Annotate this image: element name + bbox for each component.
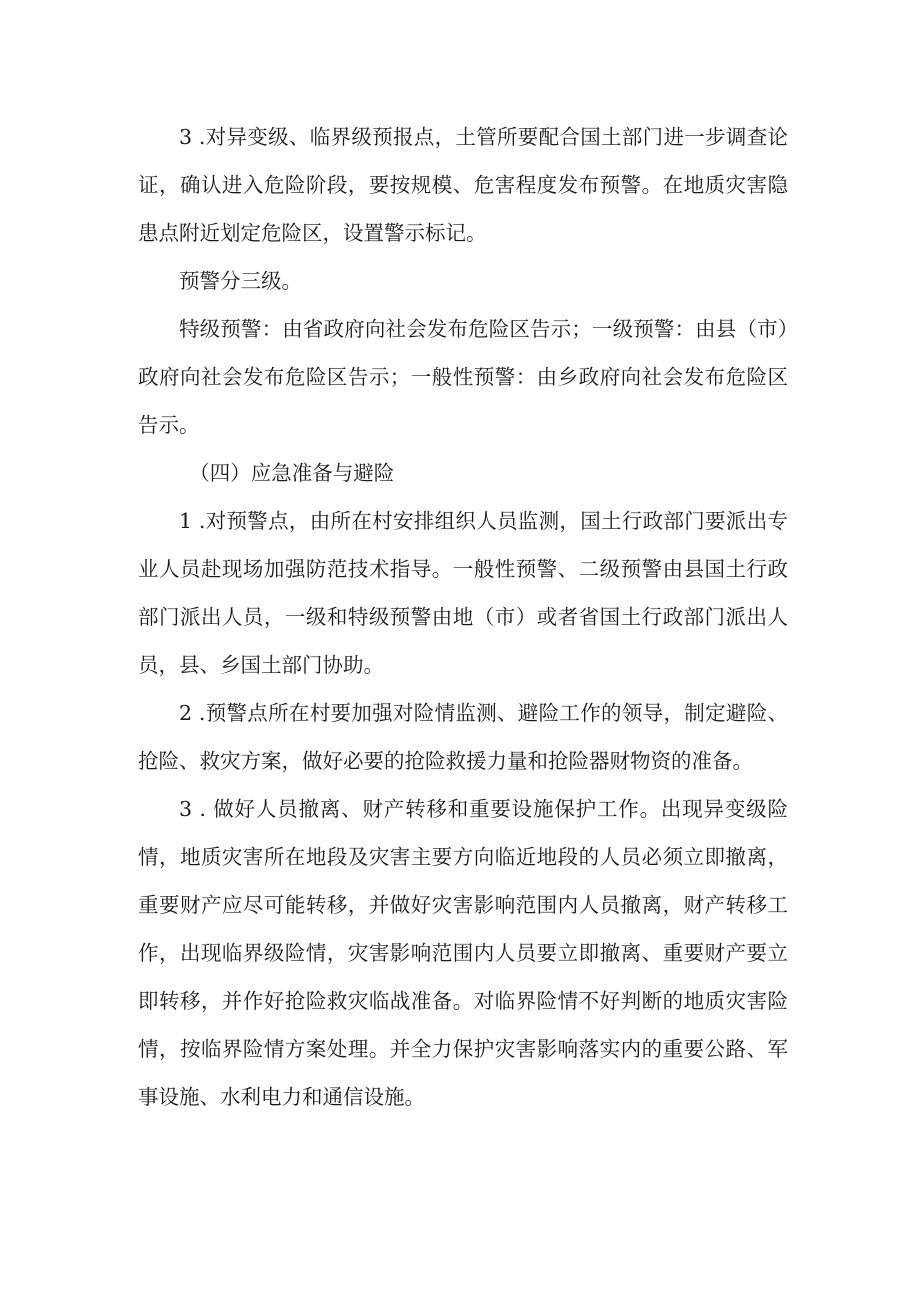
- paragraph-warning-levels: 预警分三级。: [179, 269, 302, 293]
- paragraph-monitoring: 1 .对预警点，由所在村安排组织人员监测，国土行政部门要派出专业人员赴现场加强防范技术指导。一般性预警、二级预警由县国土行政部门派出人员，一级和特级预警由地（市）或者省国土行政部门派出人员，县、乡国土部门协助。: [138, 509, 788, 677]
- paragraph-warning-release: 3 .对异变级、临界级预报点，土管所要配合国土部门进一步调查论证，确认进入危险阶段，要按规模、危害程度发布预警。在地质灾害隐患点附近划定危险区，设置警示标记。: [138, 125, 788, 245]
- paragraph-warning-definitions: 特级预警：由省政府向社会发布危险区告示；一级预警：由县（市）政府向社会发布危险区告示；一般性预警：由乡政府向社会发布危险区告示。: [138, 317, 788, 437]
- section-heading-emergency-prep: （四）应急准备与避险: [189, 461, 395, 485]
- paragraph-evacuation: 3 . 做好人员撤离、财产转移和重要设施保护工作。出现异变级险情，地质灾害所在地段及灾害主要方向临近地段的人员必须立即撤离，重要财产应尽可能转移，并做好灾害影响范围内人员撤离，财产转移工作，出现临界级险情，灾害影响范围内人员要立即撤离、重要财产要立即转移，并作好抢险救灾临战准备。对临界险情不好判断的地质灾害险情，按临界险情方案处理。并全力保护灾害影响落实内的重要公路、军事设施、水利电力和通信设施。: [138, 797, 788, 1109]
- paragraph-village-leadership: 2 .预警点所在村要加强对险情监测、避险工作的领导，制定避险、抢险、救灾方案，做好必要的抢险救援力量和抢险器财物资的准备。: [138, 701, 788, 773]
- document-body: [138, 113, 788, 1121]
